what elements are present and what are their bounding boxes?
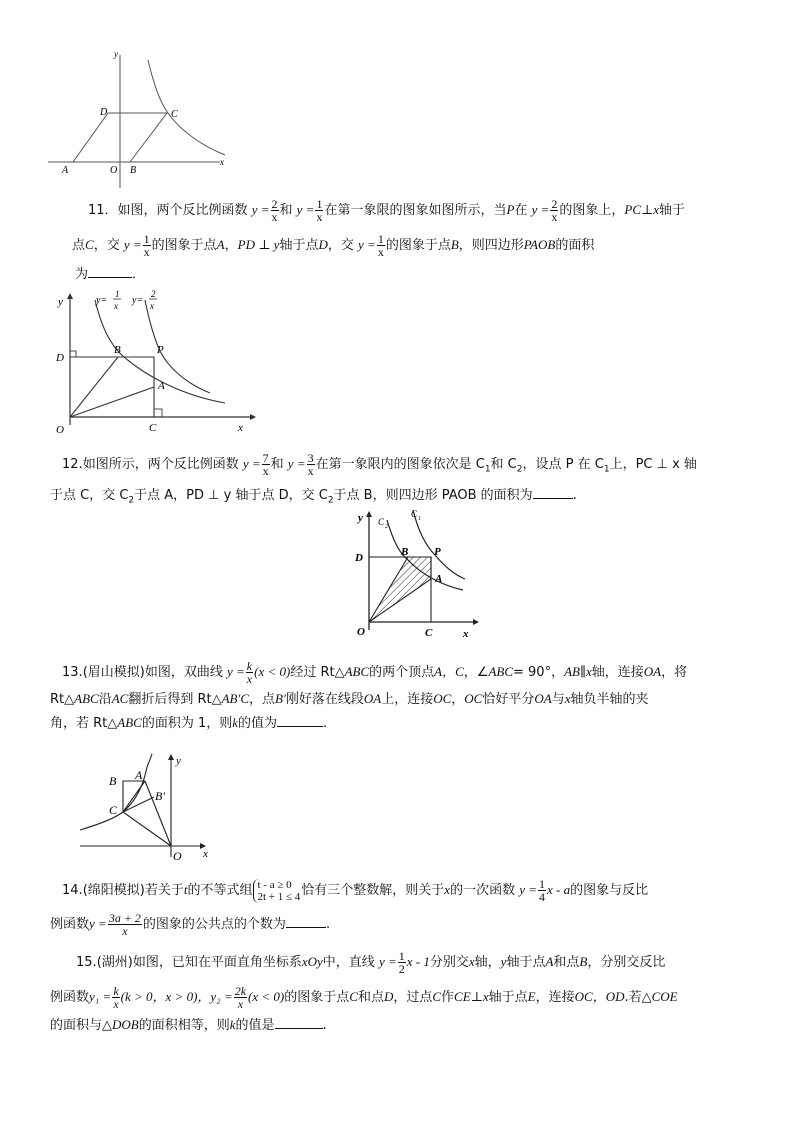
- svg-text:A: A: [435, 573, 443, 585]
- svg-text:B′: B′: [155, 789, 165, 803]
- svg-text:C: C: [378, 517, 385, 527]
- svg-text:y: y: [176, 755, 181, 767]
- svg-text:B: B: [114, 344, 121, 356]
- fig10-B: B: [130, 165, 137, 176]
- q14-line1: 14.(绵阳模拟)若关于t的不等式组 t - a ≥ 0 2t + 1 ≤ 4 恰有三个整数解，则关于x的一次函数 y = $\frac{1}{4}$ x - a的图象与反比: [62, 877, 649, 904]
- answer-blank-q15[interactable]: [275, 1016, 323, 1029]
- q12-line1: 12.如图所示，两个反比例函数 y = $\frac{7}{x}$ 和 y = $\frac{3}{x}$ 在第一象限内的图象依次是 $C_1$和 $C_2$，设点 P 在 $C_1$上，PC ⊥ x 轴: [62, 451, 697, 478]
- figure-q10-svg: [40, 45, 240, 195]
- fig10-C: C: [171, 109, 178, 120]
- figure-q13-svg: [75, 752, 225, 867]
- svg-text:y: y: [58, 296, 63, 308]
- fig10-D: D: [100, 107, 108, 118]
- q13-line2: Rt△ABC沿AC翻折后得到 Rt△AB′C，点B′刚好落在线段OA上，连接OC，OC恰好平分OA与x轴负半轴的夹: [50, 691, 649, 707]
- svg-text:y: y: [358, 512, 363, 524]
- fig10-y: y: [114, 49, 118, 59]
- svg-text:C: C: [109, 803, 118, 817]
- svg-text:P: P: [157, 344, 164, 356]
- svg-text:C: C: [411, 509, 418, 519]
- svg-text:A: A: [135, 768, 143, 782]
- svg-text:2: 2: [385, 524, 388, 530]
- svg-text:B: B: [401, 546, 409, 558]
- q15-line2: 例函数y₁ = $\frac{k}{x}$ (k > 0，x > 0)，y₂ = $\frac{2k}{x}$ (x < 0)的图象于点C和点D，过点C作CE⊥x轴于点E，连接OC，OD.若△COE: [50, 984, 678, 1011]
- q11-line2: 点C，交 y = $\frac{1}{x}$ 的图象于点A，PD ⊥ y轴于点D，交 y = $\frac{1}{x}$ 的图象于点B，则四边形PAOB的面积: [72, 232, 595, 259]
- fig10-A: A: [62, 165, 69, 176]
- svg-text:O: O: [357, 626, 365, 638]
- svg-text:O: O: [56, 424, 64, 436]
- svg-text:A: A: [158, 380, 165, 392]
- svg-text:P: P: [434, 546, 441, 558]
- svg-text:B: B: [109, 774, 117, 788]
- svg-text:1: 1: [418, 516, 421, 522]
- svg-text:1: 1: [115, 289, 120, 299]
- answer-blank-q11[interactable]: [88, 265, 132, 278]
- svg-text:D: D: [355, 552, 363, 564]
- svg-text:C: C: [149, 422, 157, 434]
- svg-text:O: O: [173, 849, 182, 863]
- hyperbola: [148, 60, 225, 155]
- hatched-quadrilateral: [369, 557, 431, 622]
- svg-text:x: x: [238, 422, 243, 434]
- figure-q12-svg: [345, 505, 480, 645]
- svg-text:D: D: [56, 352, 64, 364]
- svg-text:x: x: [203, 848, 208, 860]
- figure-q11-svg: [50, 285, 260, 440]
- answer-blank-q12[interactable]: [533, 486, 573, 499]
- q13-line3: 角，若 Rt△ABC的面积为 1，则k的值为 .: [50, 715, 328, 731]
- svg-text:x: x: [150, 301, 154, 311]
- q12-line2: 于点 C，交 $C_2$于点 A，PD ⊥ y 轴于点 D，交 $C_2$于点 B，则四边形 PAOB 的面积为 .: [50, 488, 577, 506]
- q15-line3: 的面积与△DOB的面积相等，则k的值是 .: [50, 1017, 327, 1033]
- svg-text:y=: y=: [96, 295, 108, 306]
- answer-blank-q14[interactable]: [286, 915, 326, 928]
- q14-line2: 例函数y = $\frac{3a + 2}{x}$ 的图象的公共点的个数为 .: [50, 911, 331, 938]
- answer-blank-q13[interactable]: [277, 714, 323, 727]
- svg-text:C: C: [425, 627, 433, 639]
- q13-line1: 13.(眉山模拟)如图，双曲线 y = $\frac{k}{x}$ (x < 0)经过 Rt△ABC的两个顶点A，C，∠ABC= 90°，AB∥x轴，连接OA，将: [62, 659, 688, 686]
- figure-q12: [345, 505, 480, 645]
- svg-text:y=: y=: [132, 295, 144, 306]
- figure-q13: [75, 752, 225, 867]
- svg-text:x: x: [463, 628, 469, 640]
- inequality-system: t - a ≥ 0 2t + 1 ≤ 4: [253, 879, 300, 903]
- fig10-x: x: [220, 157, 224, 167]
- figure-q11: [50, 285, 260, 440]
- curve-2-over-x: [145, 300, 210, 393]
- q15-line1: 15.(湖州)如图，已知在平面直角坐标系xOy中，直线 y = $\frac{1}{2}$ x - 1分别交x轴，y轴于点A和点B，分别交反比: [76, 949, 666, 976]
- svg-text:2: 2: [151, 289, 156, 299]
- svg-text:x: x: [114, 301, 118, 311]
- figure-q10: [40, 45, 240, 195]
- q11-line1: 11．如图，两个反比例函数 y = $\frac{2}{x}$ 和 y = $\frac{1}{x}$ 在第一象限的图象如图所示，当P在 y = $\frac{2}{x}$ 的图象上，PC⊥x轴于: [88, 197, 686, 224]
- fig10-O: O: [110, 165, 118, 176]
- q11-line3: 为 ．: [75, 267, 146, 282]
